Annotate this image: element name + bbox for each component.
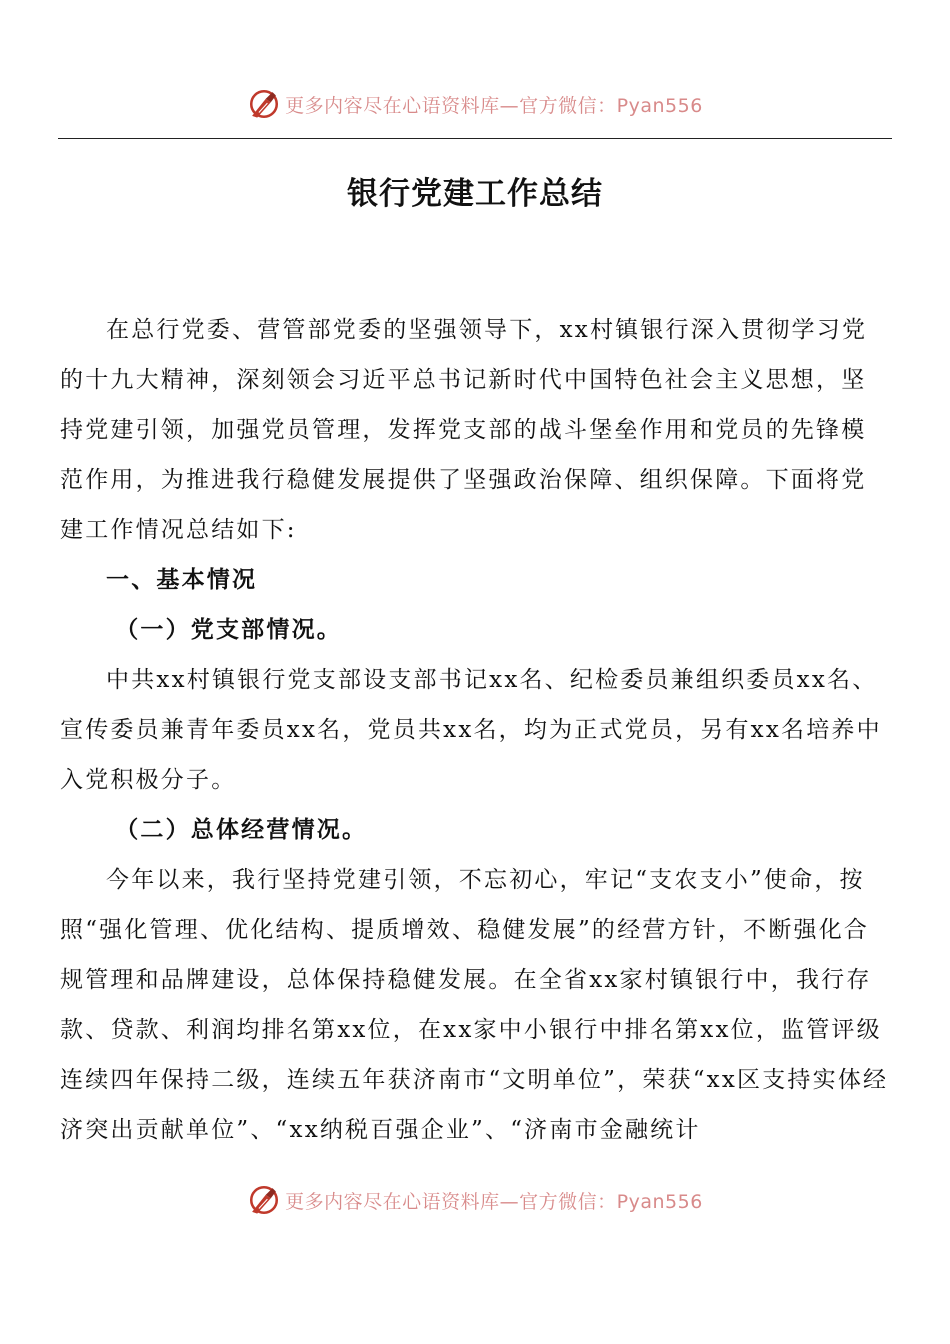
pen-nib-logo-icon [247, 1183, 281, 1217]
watermark-text: 更多内容尽在心语资料库—官方微信：Pyan556 [285, 1190, 703, 1213]
party-branch-paragraph: 中共xx村镇银行党支部设支部书记xx名、纪检委员兼组织委员xx名、宣传委员兼青年委员xx名，党员共xx名，均为正式党员，另有xx名培养中入党积极分子。 [60, 667, 882, 793]
intro-paragraph: 在总行党委、营管部党委的坚强领导下，xx村镇银行深入贯彻学习党的十九大精神，深刻领会习近平总书记新时代中国特色社会主义思想，坚持党建引领，加强党员管理，发挥党支部的战斗堡垒作用和党员的先锋模范作用，为推进我行稳健发展提供了坚强政治保障、组织保障。下面将党建工作情况总结如下: [60, 317, 868, 543]
footer-watermark [0, 1180, 950, 1220]
subsection-heading-party-branch: （一）党支部情况。 [115, 616, 342, 643]
subsection-heading-operations: （二）总体经营情况。 [115, 816, 368, 843]
pen-nib-logo-icon [247, 87, 281, 121]
document-body [60, 305, 890, 1155]
watermark-text: 更多内容尽在心语资料库—官方微信：Pyan556 [285, 94, 703, 117]
section-heading-basic: 一、基本情况 [106, 567, 258, 593]
header-watermark [0, 84, 950, 124]
document-title: 银行党建工作总结 [347, 176, 603, 212]
header-divider [58, 138, 892, 139]
operations-paragraph: 今年以来，我行坚持党建引领，不忘初心，牢记“支农支小”使命，按照“强化管理、优化结构、提质增效、稳健发展”的经营方针，不断强化合规管理和品牌建设，总体保持稳健发展。在全省xx家村镇银行中，我行存款、贷款、利润均排名第xx位，在xx家中小银行中排名第xx位，监管评级连续四年保持二级，连续五年获济南市“文明单位”，荣获“xx区支持实体经济突出贡献单位”、“xx纳税百强企业”、“济南市金融统计 [60, 867, 889, 1143]
